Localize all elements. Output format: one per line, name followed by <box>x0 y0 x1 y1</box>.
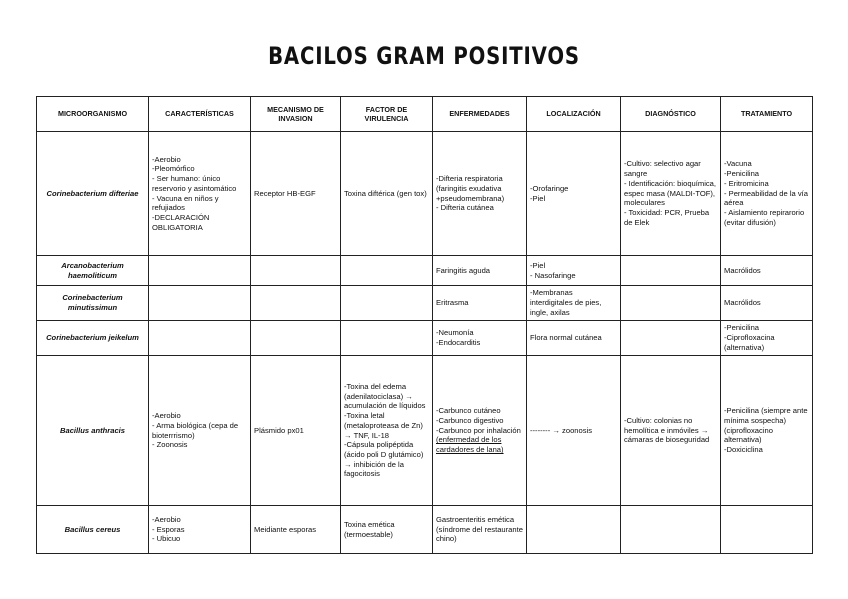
diseases-cell <box>433 256 527 286</box>
bacteria-table <box>36 96 813 554</box>
diagnosis-cell <box>621 321 721 356</box>
diseases-note: (enfermedad de los cardadores de lana) <box>436 435 504 455</box>
mechanism-cell <box>251 286 341 321</box>
characteristics-line: -DECLARACIÓN OBLIGATORIA <box>152 212 210 232</box>
table-row <box>37 356 813 506</box>
header-cell: MECANISMO DE INVASION <box>251 97 341 132</box>
organism-cell: Corinebacterium difteriae <box>37 132 149 256</box>
diseases-line: Eritrasma <box>436 298 469 308</box>
characteristics-line: - Ser humano: único reservorio y asintomático <box>152 174 237 193</box>
characteristics-line: - Vacuna en niños y refujiados <box>152 193 219 213</box>
treatment-line: (ciprofloxacino alternativa) <box>724 425 773 445</box>
diagnosis-line: -Cultivo: selectivo agar sangre <box>624 159 701 179</box>
location-cell <box>527 356 621 506</box>
diseases-cell <box>433 356 527 506</box>
treatment-line: -Vacuna <box>724 159 752 169</box>
table-row <box>37 321 813 356</box>
mechanism-cell <box>251 132 341 256</box>
diagnosis-line: - Toxicidad: PCR, Prueba de Elek <box>624 208 710 227</box>
mechanism-cell <box>251 506 341 554</box>
location-line: -Orofaringe <box>530 183 569 193</box>
table-row <box>37 506 813 554</box>
diseases-cell <box>433 506 527 554</box>
location-line: - Nasofaringe <box>530 270 576 280</box>
treatment-line: Macrólidos <box>724 265 761 275</box>
virulence-cell <box>341 256 433 286</box>
treatment-cell <box>721 132 813 256</box>
mechanism-cell <box>251 356 341 506</box>
diseases-line: Gastroenteritis emética (síndrome del restaurante chino) <box>436 514 523 544</box>
characteristics-line: - Zoonosis <box>152 440 188 450</box>
characteristics-cell <box>149 256 251 286</box>
location-line: Flora normal cutánea <box>530 333 602 343</box>
diseases-line: - Difteria cutánea <box>436 203 494 213</box>
diagnosis-cell <box>621 132 721 256</box>
diseases-line: Faringitis aguda <box>436 265 491 275</box>
table-body <box>37 132 813 554</box>
organism-cell: Bacillus anthracis <box>37 356 149 506</box>
diseases-line: -Carbunco por inhalación <box>436 425 521 435</box>
diagnosis-cell <box>621 356 721 506</box>
diagnosis-line: -Cultivo: colonias no hemolítica e inmóviles → cámaras de bioseguridad <box>624 415 710 445</box>
diagnosis-line: - Identificación: bioquímica, espec masa (MALDI-TOF), moleculares <box>624 178 717 208</box>
diagnosis-cell <box>621 256 721 286</box>
organism-cell: Corinebacterium minutissimun <box>37 286 149 321</box>
characteristics-line: - Esporas <box>152 524 185 534</box>
characteristics-line: - Ubicuo <box>152 534 181 544</box>
virulence-cell <box>341 321 433 356</box>
characteristics-cell <box>149 506 251 554</box>
virulence-cell <box>341 132 433 256</box>
characteristics-line: -Pleomórfico <box>152 164 195 174</box>
virulence-cell <box>341 506 433 554</box>
location-cell <box>527 286 621 321</box>
diseases-cell <box>433 132 527 256</box>
header-cell: MICROORGANISMO <box>37 97 149 132</box>
characteristics-line: -Aerobio <box>152 411 181 421</box>
treatment-cell <box>721 256 813 286</box>
diseases-line: -Carbunco digestivo <box>436 415 504 425</box>
diseases-cell <box>433 321 527 356</box>
table-row <box>37 256 813 286</box>
header-cell: CARACTERÍSTICAS <box>149 97 251 132</box>
treatment-line: - Aislamiento repirarorio (evitar difusión) <box>724 208 805 227</box>
treatment-line: - Permeabilidad de la vía aérea <box>724 188 808 208</box>
characteristics-cell <box>149 356 251 506</box>
virulence-line: Toxina diftérica (gen tox) <box>344 188 427 198</box>
treatment-cell <box>721 321 813 356</box>
organism-cell: Corinebacterium jeikelum <box>37 321 149 356</box>
virulence-line: -Toxina letal (metaloproteasa de Zn) → TNF, IL-18 <box>344 411 423 440</box>
diseases-line: -Endocarditis <box>436 338 481 347</box>
header-cell: DIAGNÓSTICO <box>621 97 721 132</box>
location-line: -------- → zoonosis <box>530 425 593 435</box>
diagnosis-cell <box>621 506 721 554</box>
diseases-cell <box>433 286 527 321</box>
header-cell: FACTOR DE VIRULENCIA <box>341 97 433 132</box>
mechanism-line: Plásmido px01 <box>254 425 304 435</box>
characteristics-cell <box>149 286 251 321</box>
location-line: -Piel <box>530 193 546 203</box>
table-row <box>37 286 813 321</box>
mechanism-cell <box>251 256 341 286</box>
location-cell <box>527 256 621 286</box>
header-cell: ENFERMEDADES <box>433 97 527 132</box>
organism-cell: Bacillus cereus <box>37 506 149 554</box>
diagnosis-cell <box>621 286 721 321</box>
mechanism-line: Receptor HB-EGF <box>254 188 316 198</box>
diseases-line: -Difteria respiratoria (faringitis exudativa +pseudomembrana) <box>436 174 505 203</box>
virulence-cell <box>341 286 433 321</box>
virulence-line: Toxina emética (termoestable) <box>344 519 395 539</box>
header-cell: LOCALIZACIÓN <box>527 97 621 132</box>
treatment-line: Macrólidos <box>724 298 761 308</box>
location-line: -Membranas interdigitales de pies, ingle, axilas <box>530 288 602 317</box>
organism-cell: Arcanobacterium haemoliticum <box>37 256 149 286</box>
table-row <box>37 132 813 256</box>
page-title: BACILOS GRAM POSITIVOS <box>268 42 580 70</box>
treatment-line: -Doxiciclina <box>724 445 763 455</box>
treatment-cell <box>721 286 813 321</box>
treatment-line: -Ciprofloxacina (alternativa) <box>724 333 775 352</box>
treatment-line: -Penicilina (siempre ante mínima sospecha) <box>724 406 808 425</box>
treatment-line: -Penicilina <box>724 169 760 179</box>
mechanism-line: Meidiante esporas <box>254 524 317 534</box>
treatment-line: -Penicilina <box>724 323 760 333</box>
treatment-line: - Eritromicina <box>724 178 769 188</box>
characteristics-line: - Arma biológica (cepa de bioterrrismo) <box>152 420 239 440</box>
characteristics-line: -Aerobio <box>152 514 181 524</box>
virulence-cell <box>341 356 433 506</box>
treatment-cell <box>721 356 813 506</box>
diseases-line: -Carbunco cutáneo <box>436 406 501 416</box>
characteristics-cell <box>149 132 251 256</box>
characteristics-line: -Aerobio <box>152 154 181 164</box>
mechanism-cell <box>251 321 341 356</box>
treatment-cell <box>721 506 813 554</box>
location-cell <box>527 506 621 554</box>
diseases-line: -Neumonía <box>436 328 474 338</box>
virulence-line: -Toxina del edema (adenilatociclasa) → acumulación de líquidos <box>344 381 426 411</box>
virulence-line: -Cápsula polipéptida (ácido poli D glutámico) → inhibición de la fagocitosis <box>344 440 424 479</box>
location-cell <box>527 321 621 356</box>
header-cell: TRATAMIENTO <box>721 97 813 132</box>
header-row <box>37 97 813 132</box>
location-line: -Piel <box>530 260 546 270</box>
location-cell <box>527 132 621 256</box>
characteristics-cell <box>149 321 251 356</box>
